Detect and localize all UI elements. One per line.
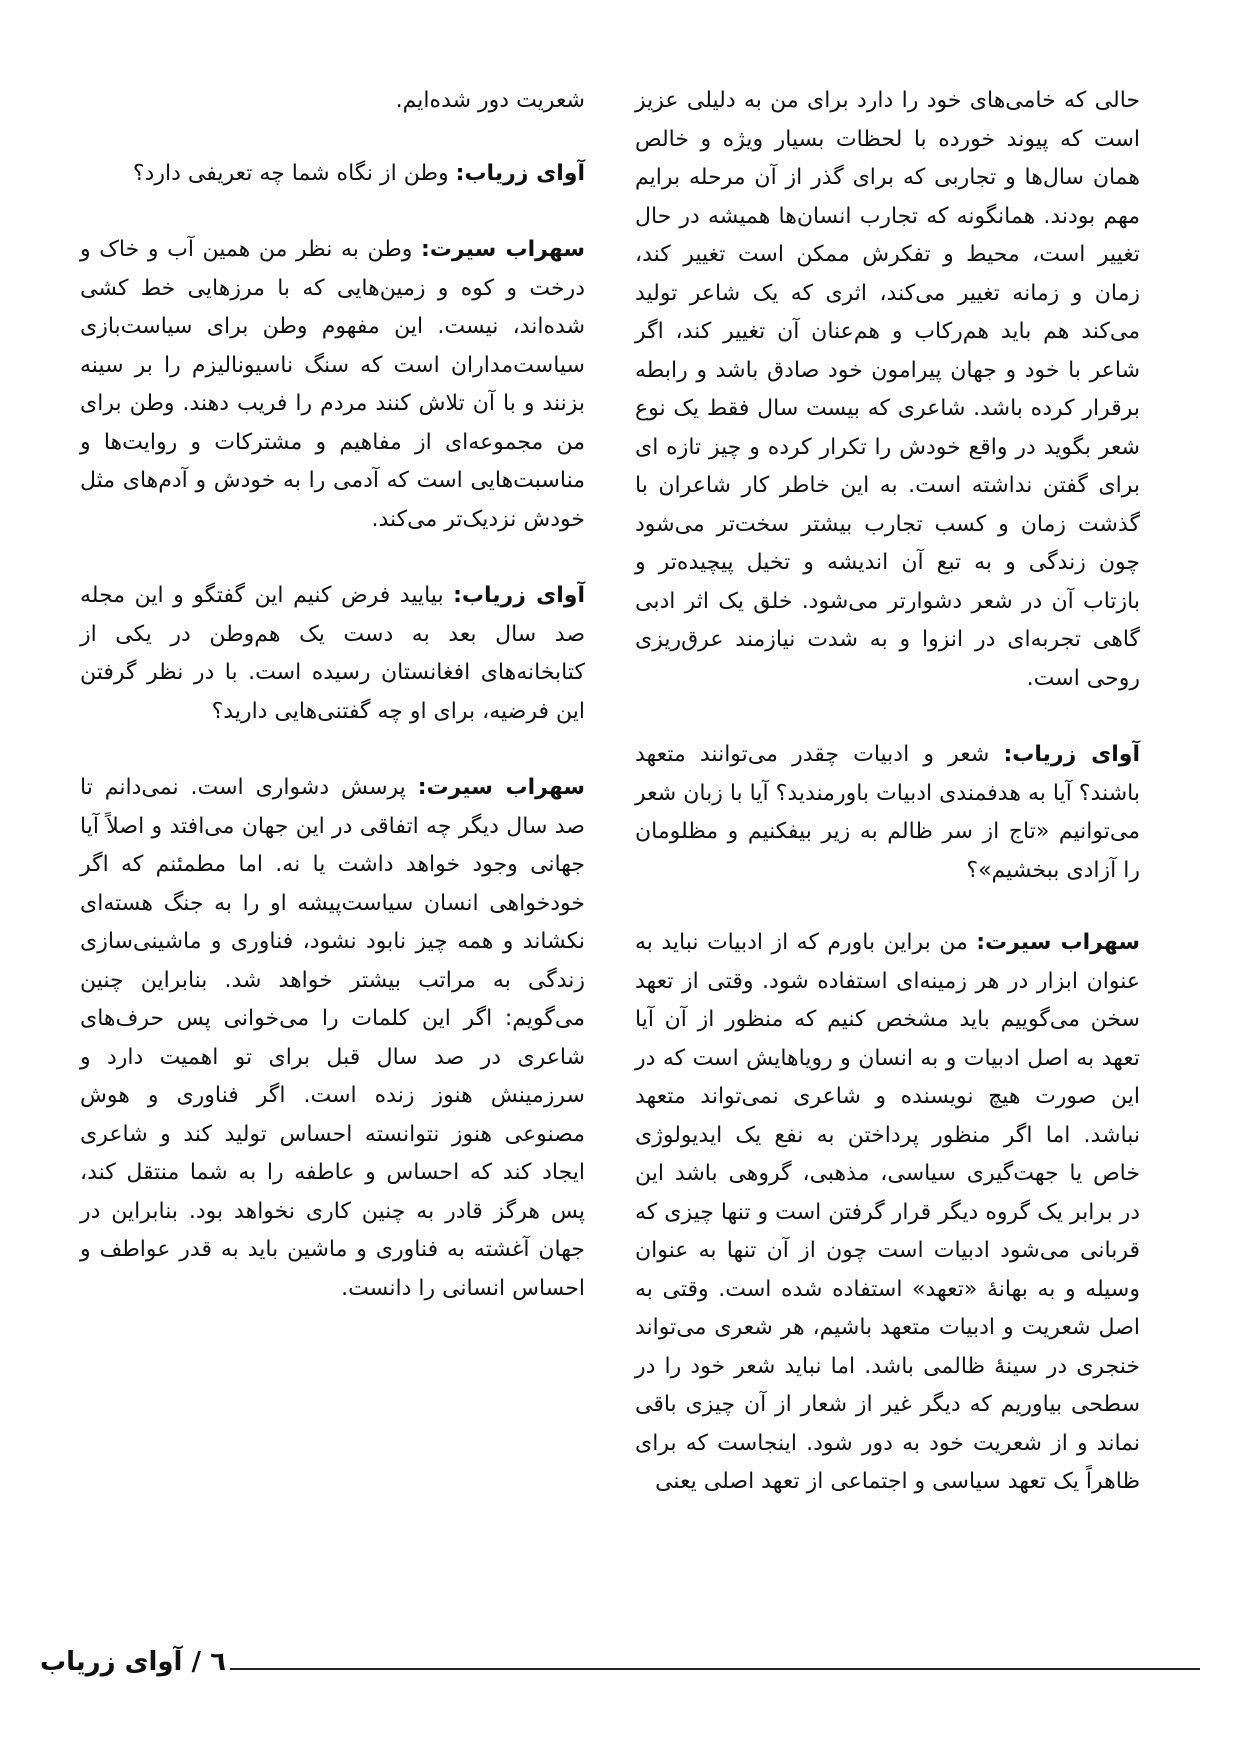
page-number-label: ٦ / آوای زریاب <box>40 1647 226 1677</box>
answer-text: وطن به نظر من همین آب و خاک و درخت و کوه و زمین‌هایی که با مرزهایی خط کشی شده‌اند، نیست. این مفهوم وطن برای سیاست‌بازی سیاست‌مداران است که سنگ ناسیونالیزم را بر سینه بزنند و با آن تلاش کنند مردم را فریب دهند. وطن برای من مجموعه‌ای از مفاهیم و مشترکات و روایت‌ها و مناسبت‌هایی است که آدمی را به خودش و آدم‌های مثل خودش نزدیک‌تر می‌کند. <box>80 237 585 532</box>
answer-text: من براین باورم که از ادبیات نباید به عنوان ابزار در هر زمینه‌ای استفاده شود. وقتی از تعهد سخن می‌گوییم باید مشخص کنیم که منظور از آن آیا تعهد به اصل ادبیات و به انسان و رویاهایش است که در این صورت هیچ نویسنده و شاعری نمی‌تواند متعهد نباشد. اما اگر منظور پرداختن به نفع یک ایدیولوژی خاص یا جهت‌گیری سیاسی، مذهبی، گروهی باشد این در برابر یک گروه دیگر قرار گرفتن است و تنها چیزی که قربانی می‌شود ادبیات است چون از آن تنها به عنوان وسیله و به بهانهٔ «تعهد» استفاده شده است. وقتی به اصل شعریت و ادبیات متعهد باشیم، هر شعری می‌تواند خنجری در سینهٔ ظالمی باشد. اما نباید شعر خود را در سطحی بیاوریم که دیگر غیر از شعار از آن چیزی باقی نماند و از شعریت خود به دور شود. اینجاست که برای ظاهراً یک تعهد سیاسی و اجتماعی از تعهد اصلی یعنی <box>635 930 1140 1494</box>
question-text: وطن از نگاه شما چه تعریفی دارد؟ <box>132 160 456 186</box>
question-text: بیایید فرض کنیم این گفتگو و این مجله صد سال بعد به دست یک هم‌وطن در یکی از کتابخانه‌های افغانستان رسیده است. با در نظر گرفتن این فرضیه، برای او چه گفتنی‌هایی دارید؟ <box>80 583 585 724</box>
question-text: شعر و ادبیات چقدر می‌توانند متعهد باشند؟ آیا به هدفمندی ادبیات باورمندید؟ آیا با زبان شعر می‌توانیم «تاج از سر ظالم به زیر بیفکنیم و مظلومان را آزادی ببخشیم»؟ <box>635 742 1140 883</box>
answer-paragraph <box>80 231 585 539</box>
footer-rule <box>230 1668 1200 1670</box>
question-paragraph <box>635 736 1140 890</box>
left-column <box>80 82 585 1346</box>
answer-text: پرسش دشواری است. نمی‌دانم تا صد سال دیگر چه اتفاقی در این جهان می‌افتد و اصلاً آیا جهانی وجود خواهد داشت یا نه. اما مطمئنم که اگر خودخواهی انسان سیاست‌پیشه او را به جنگ هسته‌ای نکشاند و همه چیز نابود نشود، فناوری و ماشینی‌سازی زندگی به مراتب بیشتر خواهد شد. بنابراین چنین می‌گویم: اگر این کلمات را می‌خوانی پس حرف‌های شاعری در صد سال قبل برای تو اهمیت دارد و سرزمینش هنوز زنده است. اگر فناوری و هوش مصنوعی هنوز نتوانسته احساس تولید کند و شاعری ایجاد کند که احساس و عاطفه را به شما منتقل کند، پس هرگز قادر به چنین کاری نخواهد بود. بنابراین در جهان آغشته به فناوری و ماشین باید به قدر عواطف و احساس انسانی را دانست. <box>80 775 585 1301</box>
interviewer-name: آوای زریاب: <box>455 160 585 186</box>
paragraph-continuation: شعریت دور شده‌ایم. <box>395 88 585 113</box>
paragraph-continuation: حالی که خامی‌های خود را دارد برای من به دلیلی عزیز است که پیوند خورده با لحظات بسیار ویژه و خالص همان سال‌ها و تجاربی که برای گذر از آن مرحله برایم مهم بودند. همانگونه که تجارب انسان‌ها همیشه در حال تغییر است، محیط و تفکرش ممکن است تغییر کند، زمان و زمانه تغییر می‌کند، اثری که یک شاعر تولید می‌کند هم باید هم‌رکاب و هم‌عنان آن تغییر کند، اگر شاعر با خود و جهان پیرامون خود صادق باشد و رابطه برقرار کرده باشد. شاعری که بیست سال فقط یک نوع شعر بگوید در واقع خودش را تکرار کرده و چیز تازه ای برای گفتن نداشته است. به این خاطر کار شاعران با گذشت زمان و کسب تجارب بیشتر سخت‌تر می‌شود چون زندگی و به تبع آن اندیشه و تخیل پیچیده‌تر و بازتاب آن در شعر دشوارتر می‌شود. خلق یک اثر ادبی گاهی تجربه‌ای در انزوا و به شدت نیازمند عرق‌ریزی روحی است. <box>635 88 1140 691</box>
interviewee-name: سهراب سیرت: <box>976 930 1140 955</box>
interviewee-name: سهراب سیرت: <box>421 237 586 262</box>
answer-paragraph <box>80 769 585 1308</box>
interviewee-name: سهراب سیرت: <box>417 775 586 800</box>
answer-paragraph <box>635 924 1140 1502</box>
question-paragraph <box>80 155 585 194</box>
right-column <box>635 82 1140 1540</box>
interviewer-name: آوای زریاب: <box>453 583 585 608</box>
interviewer-name: آوای زریاب: <box>1003 742 1140 767</box>
question-paragraph <box>80 577 585 731</box>
page-footer <box>40 1647 1200 1691</box>
